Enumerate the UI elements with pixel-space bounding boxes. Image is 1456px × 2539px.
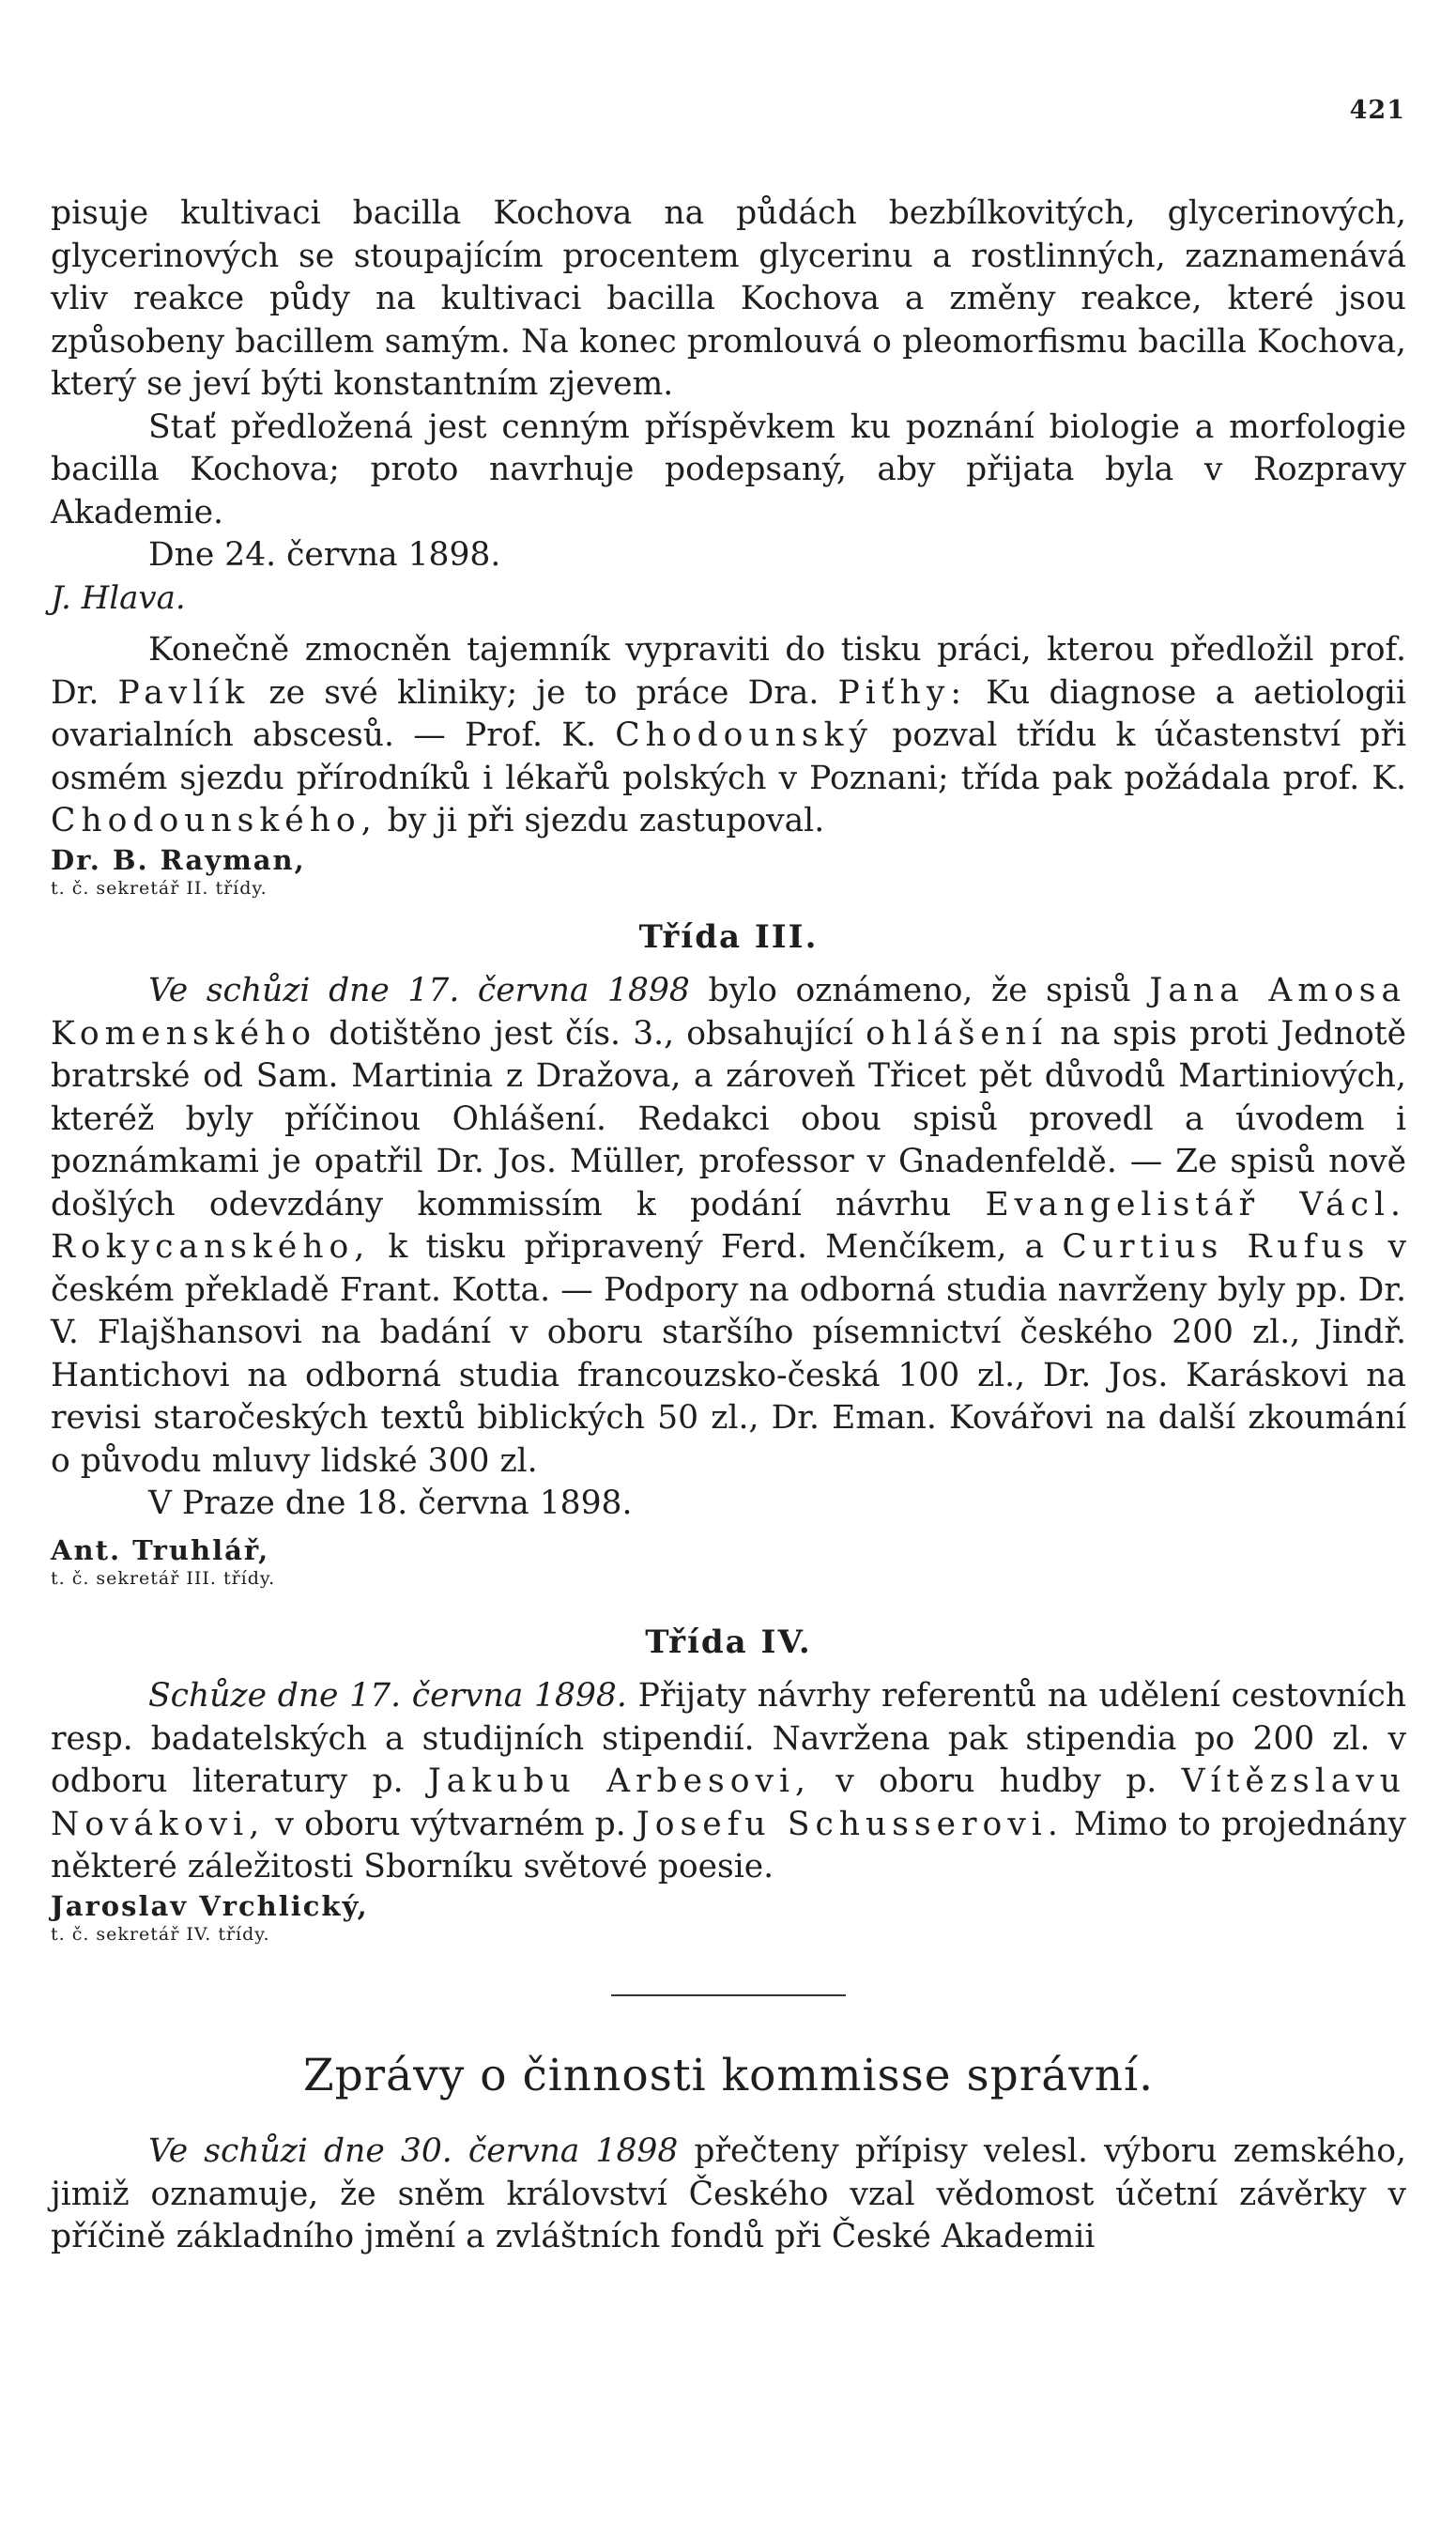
date-line: V Praze dne 18. června 1898. (148, 1485, 633, 1522)
text-run: pozval třídu k účastenství při osmém sjezdu přírodníků i lékařů polských v Poznani; třída pak požádala prof. K. (51, 716, 1406, 797)
text-run: by ji při sjezdu zastupoval. (387, 802, 825, 839)
paragraph (51, 2131, 1406, 2259)
page-number: 421 (1349, 96, 1405, 125)
paragraph (51, 1675, 1406, 1889)
page-body (51, 192, 1406, 2259)
signature-role: t. č. sekretář III. třídy. (51, 1567, 276, 1589)
section-divider (611, 1994, 846, 1996)
paragraph (51, 629, 1406, 843)
text-run: přečteny přípisy velesl. výboru zemského, jimiž oznamuje, že sněm království Českého vzal vědomost účetní závěrky v příčině základního jmění a zvláštních fondů při České Akademii (51, 2132, 1406, 2255)
text-run: na spis proti Jednotě bratrské od Sam. Martinia z Dražova, a zároveň Třicet pět důvodů Martiniových, kteréž byly příčinou Ohlášení. Redakci obou spisů provedl a úvodem i poznámkami je opatřil Dr. Jos. Müller, professor v Gnadenfeldě. — Ze spisů nově došlých odevzdány kommissím k podání návrhu (51, 1014, 1406, 1223)
paragraph: pisuje kultivaci bacilla Kochova na půdách bezbílkovitých, glycerinových, glycerinových se stoupajícím procentem glycerinu a rostlinných, zaznamenává vliv reakce půdy na kultivaci bacilla Kochova a změny reakce, které jsou způsobeny bacillem samým. Na konec promlouvá o pleomorfismu bacilla Kochova, který se jeví býti konstantním zjevem. (51, 194, 1406, 403)
spaced-name: Chodounského, (51, 802, 377, 839)
signature: J. Hlava. (51, 578, 186, 617)
session-date: Ve schůzi dne 17. června 1898 (148, 972, 690, 1009)
text-run: Mimo to projednány některé záležitosti Sborníku světové poesie. (51, 1805, 1406, 1885)
text-run: Konečně zmocněn tajemník vypraviti do tisku práci, kterou předložil prof. Dr. (51, 631, 1406, 712)
class-heading: Třída IV. (645, 1623, 812, 1661)
text-run: Přijaty návrhy referentů na udělení cestovních resp. badatelských a studijních stipendií. Navržena pak stipendia po 200 zl. v odboru literatury p. (51, 1677, 1407, 1800)
signature-role: t. č. sekretář II. třídy. (51, 877, 268, 899)
spaced-name: Piťhy: (837, 673, 967, 712)
text-run: v oboru hudby p. (835, 1762, 1157, 1800)
text-run: bylo oznámeno, že spisů (708, 972, 1131, 1009)
spaced-name: ohlášení (866, 1014, 1049, 1053)
spaced-name: Vítězslavu Novákovi, (51, 1762, 1407, 1843)
paragraph (51, 970, 1406, 1483)
signature-role: t. č. sekretář IV. třídy. (51, 1923, 270, 1945)
spaced-name: Josefu Schusserovi. (636, 1805, 1064, 1843)
session-date: Ve schůzi dne 30. června 1898 (148, 2132, 679, 2170)
text-run: Ku diagnose a aetiologii ovarialních abscesů. — Prof. K. (51, 673, 1406, 754)
spaced-name: Evangelistář Václ. Rokycanského, (51, 1185, 1406, 1266)
spaced-name: Jakubu Arbesovi, (427, 1762, 811, 1800)
signature-name: Jaroslav Vrchlický, (51, 1889, 369, 1922)
text-run: v českém překladě Frant. Kotta. — Podpory na odborná studia navrženy byly pp. Dr. V. Flajšhansovi na badání v oboru staršího písemnictví českého 200 zl., Jindř. Hantichovi na odborná studia francouzsko-česká 100 zl., Dr. Jos. Karáskovi na revisi staročeských textů biblických 50 zl., Dr. Eman. Kovářovi na další zkoumání o původu mluvy lidské 300 zl. (51, 1228, 1407, 1480)
text-run: dotištěno jest čís. 3., obsahující (329, 1014, 853, 1053)
text-run: v oboru výtvarném p. (275, 1805, 626, 1843)
spaced-name: Curtius Rufus (1062, 1228, 1371, 1266)
paragraph: Stať předložená jest cenným příspěvkem ku poznání biologie a morfologie bacilla Kochova; proto navrhuje podepsaný, aby přijata byla v Rozpravy Akademie. (51, 408, 1406, 531)
signature-name: Ant. Truhlář, (51, 1533, 270, 1566)
date-line: Dne 24. června 1898. (148, 536, 501, 574)
spaced-name: Jana Amosa Komenského (51, 972, 1407, 1053)
session-date: Schůze dne 17. června 1898. (148, 1677, 627, 1715)
class-heading: Třída III. (638, 917, 819, 956)
signature-name: Dr. B. Rayman, (51, 843, 306, 876)
spaced-name: Chodounský (615, 716, 873, 754)
text-run: k tisku připravený Ferd. Menčíkem, a (388, 1228, 1045, 1266)
section-heading: Zprávy o činnosti kommisse správní. (302, 2049, 1155, 2101)
text-run: ze své kliniky; je to práce Dra. (268, 673, 820, 712)
spaced-name: Pavlík (117, 673, 251, 712)
